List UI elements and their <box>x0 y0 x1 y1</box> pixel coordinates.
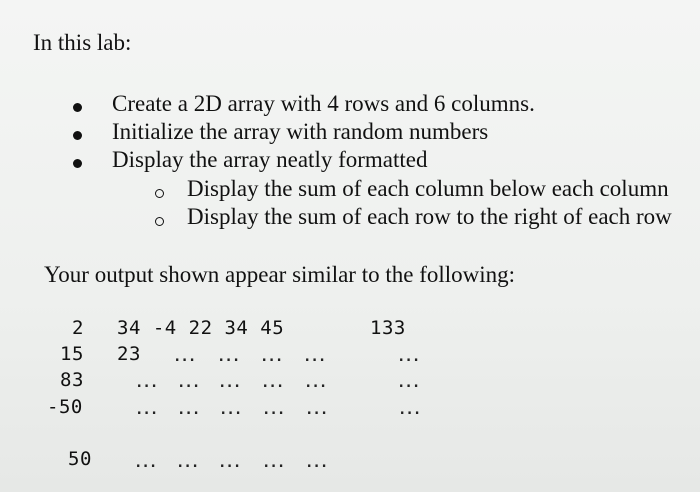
ellipsis: ... <box>177 402 200 418</box>
ellipsis: ... <box>262 455 285 471</box>
ellipsis: ... <box>261 375 284 391</box>
cell-row1-rest: 34 -4 22 34 45 <box>117 317 285 339</box>
circle-bullet-icon <box>155 189 164 198</box>
ellipsis: ... <box>260 349 283 365</box>
bullet-item-1: Create a 2D array with 4 rows and 6 columns. <box>112 91 535 116</box>
ellipsis: ... <box>219 402 242 418</box>
ellipsis: ... <box>303 349 326 365</box>
bullet-icon <box>73 103 82 112</box>
ellipsis: ... <box>135 402 158 418</box>
ellipsis: ... <box>176 455 199 471</box>
cell-total-first: 50 <box>68 448 92 470</box>
circle-bullet-icon <box>155 217 164 226</box>
cell-row3-first: 83 <box>60 369 84 391</box>
intro-text: Your output shown appear similar to the following: <box>44 262 516 287</box>
cell-row4-first: -50 <box>47 396 83 418</box>
heading: In this lab: <box>33 30 132 55</box>
cell-row2-first: 15 <box>60 343 84 365</box>
cell-row1-sum: 133 <box>370 317 406 339</box>
ellipsis: ... <box>262 402 285 418</box>
ellipsis: ... <box>305 402 328 418</box>
ellipsis: ... <box>173 349 196 365</box>
bullet-item-2: Initialize the array with random numbers <box>112 119 489 144</box>
bullet-icon <box>73 159 82 168</box>
ellipsis: ... <box>398 402 421 418</box>
bullet-icon <box>73 131 82 140</box>
ellipsis: ... <box>217 349 240 365</box>
sub-bullet-item-2: Display the sum of each row to the right of each row <box>187 204 672 229</box>
ellipsis: ... <box>305 455 328 471</box>
ellipsis: ... <box>304 375 327 391</box>
sub-bullet-item-1: Display the sum of each column below each column <box>187 176 669 201</box>
ellipsis: ... <box>218 455 241 471</box>
ellipsis: ... <box>177 375 200 391</box>
ellipsis: ... <box>134 455 157 471</box>
cell-row2-second: 23 <box>117 343 141 365</box>
bullet-item-3: Display the array neatly formatted <box>112 147 428 172</box>
ellipsis: ... <box>397 375 420 391</box>
ellipsis: ... <box>135 375 158 391</box>
ellipsis: ... <box>218 375 241 391</box>
ellipsis: ... <box>397 349 420 365</box>
cell-row1-first: 2 <box>72 317 84 339</box>
